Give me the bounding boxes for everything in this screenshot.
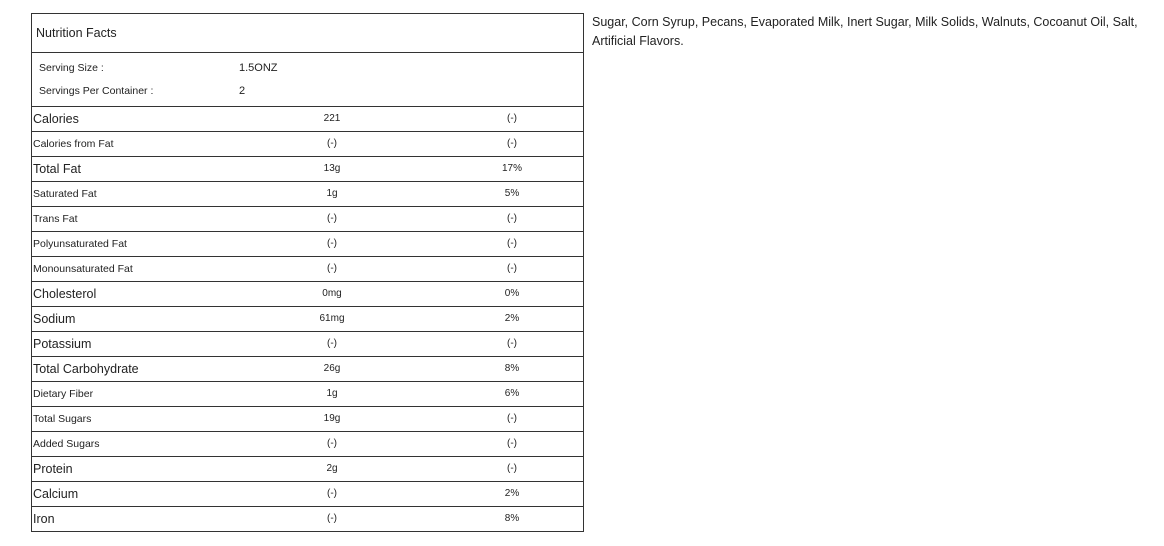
nutrient-amount: 1g (326, 188, 338, 199)
serving-info (32, 53, 583, 107)
nutrient-name: Calcium (33, 487, 79, 501)
nutrient-row (32, 282, 583, 307)
nutrient-amount: (-) (327, 438, 337, 449)
nutrient-amount: (-) (327, 213, 337, 224)
nutrient-name: Calories from Fat (33, 138, 114, 150)
nutrient-row (32, 182, 583, 207)
nutrition-facts-panel (31, 13, 584, 532)
nutrient-row (32, 482, 583, 507)
nutrient-name: Monounsaturated Fat (33, 263, 133, 275)
nutrient-daily-value: 8% (504, 363, 520, 374)
serving-size-value: 1.5ONZ (239, 62, 278, 74)
nutrient-amount: 61mg (319, 313, 345, 324)
nutrient-amount: (-) (327, 238, 337, 249)
nutrient-daily-value: 2% (504, 488, 520, 499)
nutrient-row (32, 257, 583, 282)
nutrient-daily-value: (-) (507, 463, 517, 474)
nutrient-daily-value: (-) (507, 238, 517, 249)
nutrient-amount: 19g (323, 413, 341, 424)
nutrient-row (32, 307, 583, 332)
nutrient-row (32, 157, 583, 182)
nutrient-amount: (-) (327, 263, 337, 274)
nutrient-daily-value: (-) (507, 413, 517, 424)
nutrient-name: Total Fat (33, 162, 81, 176)
nutrient-table (32, 107, 583, 531)
nutrient-name: Iron (33, 512, 55, 526)
nutrient-row (32, 107, 583, 132)
nutrient-row (32, 132, 583, 157)
nutrient-name: Protein (33, 462, 73, 476)
nutrient-row (32, 432, 583, 457)
nutrient-amount: (-) (327, 138, 337, 149)
nutrient-name: Sodium (33, 312, 76, 326)
servings-per-container-label: Servings Per Container : (39, 85, 154, 97)
nutrient-name: Dietary Fiber (33, 388, 94, 400)
nutrient-row (32, 507, 583, 531)
nutrient-amount: 1g (326, 388, 338, 399)
nutrient-row (32, 382, 583, 407)
nutrient-daily-value: 6% (504, 388, 520, 399)
nutrient-amount: (-) (327, 513, 337, 524)
nutrient-amount: 221 (323, 113, 341, 124)
nutrient-name: Polyunsaturated Fat (33, 238, 127, 250)
nutrient-daily-value: (-) (507, 338, 517, 349)
nutrient-daily-value: 0% (504, 288, 520, 299)
nutrient-name: Total Sugars (33, 413, 92, 425)
nutrient-name: Calories (33, 112, 79, 126)
nutrient-daily-value: (-) (507, 263, 517, 274)
nutrient-daily-value: 8% (504, 513, 520, 524)
nutrient-daily-value: (-) (507, 213, 517, 224)
servings-per-container-value: 2 (239, 85, 246, 97)
nutrient-name: Trans Fat (33, 213, 78, 225)
nutrient-row (32, 407, 583, 432)
nutrient-name: Cholesterol (33, 287, 97, 301)
nutrition-facts-title: Nutrition Facts (32, 14, 583, 53)
nutrient-row (32, 357, 583, 382)
nutrient-amount: 2g (326, 463, 338, 474)
ingredients-text: Sugar, Corn Syrup, Pecans, Evaporated Milk, Inert Sugar, Milk Solids, Walnuts, Cocoanut Oil, Salt, Artificial Flavors. (592, 15, 1138, 48)
nutrient-row (32, 232, 583, 257)
nutrient-daily-value: 17% (501, 163, 522, 174)
nutrient-name: Total Carbohydrate (33, 362, 139, 376)
nutrient-row (32, 207, 583, 232)
nutrient-name: Saturated Fat (33, 188, 97, 200)
nutrient-daily-value: (-) (507, 138, 517, 149)
nutrient-row (32, 457, 583, 482)
nutrient-daily-value: (-) (507, 438, 517, 449)
nutrient-daily-value: 5% (504, 188, 520, 199)
nutrient-amount: 13g (323, 163, 341, 174)
nutrient-daily-value: 2% (504, 313, 520, 324)
nutrient-amount: (-) (327, 488, 337, 499)
nutrient-amount: 0mg (322, 288, 342, 299)
nutrient-amount: (-) (327, 338, 337, 349)
serving-size-label: Serving Size : (39, 62, 104, 74)
nutrient-name: Added Sugars (33, 438, 100, 450)
nutrient-daily-value: (-) (507, 113, 517, 124)
nutrient-name: Potassium (33, 337, 92, 351)
nutrient-row (32, 332, 583, 357)
nutrient-amount: 26g (323, 363, 341, 374)
